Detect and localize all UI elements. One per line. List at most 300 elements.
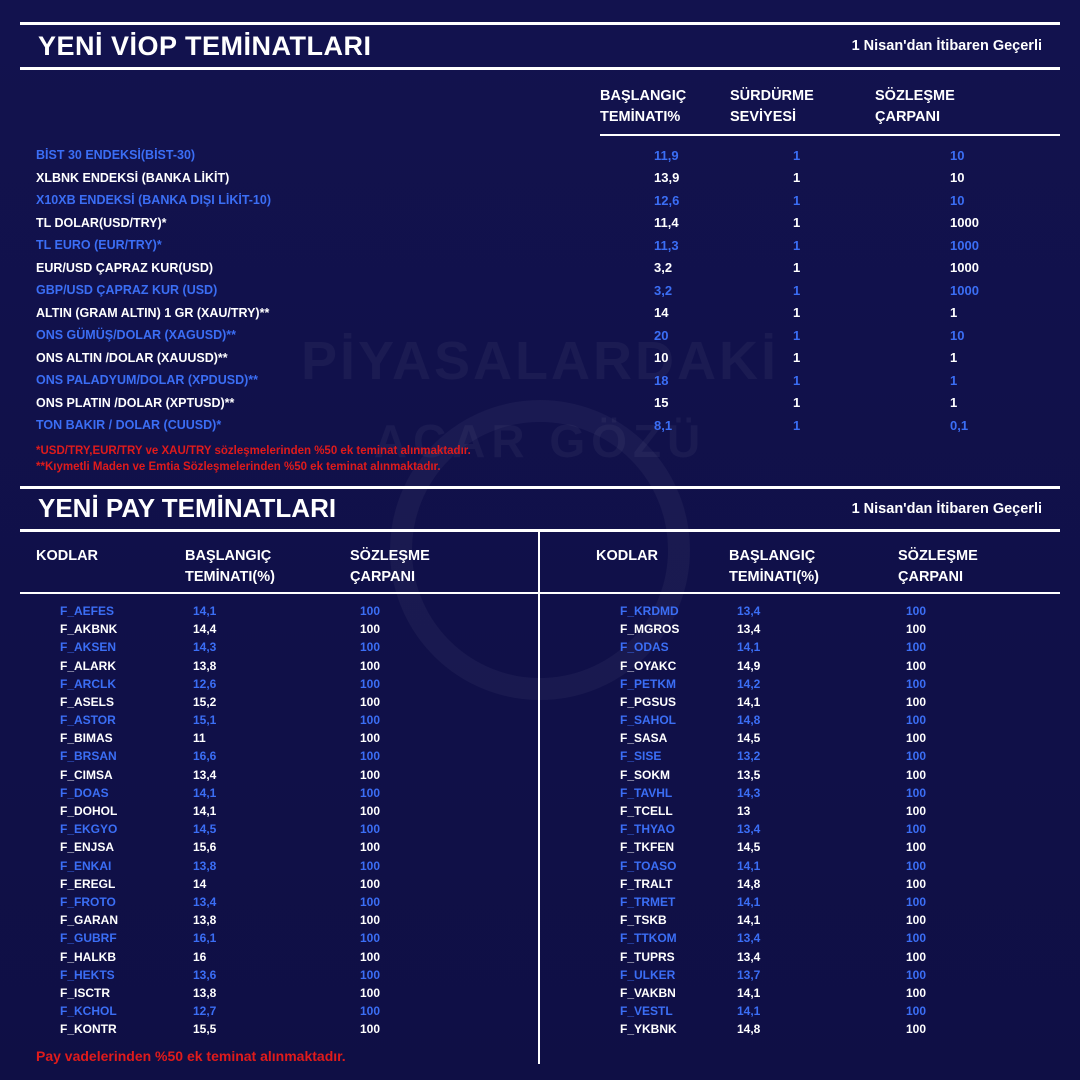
pay-left-col-multiplier (350, 546, 500, 588)
pay-contract-multiplier: 100 (906, 658, 927, 673)
viop-contract-multiplier: 10 (950, 192, 965, 208)
viop-contract-multiplier: 1 (950, 305, 958, 321)
pay-contract-multiplier: 100 (906, 985, 927, 1000)
viop-contract-multiplier: 1000 (950, 260, 979, 276)
table-row (20, 747, 538, 765)
pay-contract-multiplier: 100 (906, 967, 927, 982)
table-row (540, 602, 1060, 620)
pay-contract-multiplier: 100 (906, 676, 927, 691)
table-row (20, 802, 538, 820)
table-row (20, 638, 538, 656)
pay-code: F_TSKB (620, 913, 667, 928)
pay-initial-margin: 13,4 (193, 767, 217, 782)
table-row (540, 857, 1060, 875)
pay-code: F_SOKM (620, 767, 671, 782)
pay-code: F_ALARK (60, 658, 116, 673)
viop-header-band (20, 22, 1060, 70)
viop-maintenance-level: 1 (793, 327, 801, 343)
table-row (20, 675, 538, 693)
viop-instrument-name: ONS ALTIN /DOLAR (XAUUSD)** (36, 350, 228, 365)
pay-table-left (20, 532, 540, 1065)
pay-contract-multiplier: 100 (360, 858, 381, 873)
table-row (540, 984, 1060, 1002)
viop-instrument-name: GBP/USD ÇAPRAZ KUR (USD) (36, 283, 218, 298)
pay-contract-multiplier: 100 (360, 804, 381, 819)
pay-contract-multiplier: 100 (906, 749, 927, 764)
viop-contract-multiplier: 1000 (950, 237, 979, 253)
viop-instrument-name: ONS GÜMÜŞ/DOLAR (XAGUSD)** (36, 328, 237, 343)
table-row (540, 893, 1060, 911)
pay-header-band (20, 486, 1060, 532)
viop-instrument-name: ALTIN (GRAM ALTIN) 1 GR (XAU/TRY)** (36, 305, 270, 320)
pay-contract-multiplier: 100 (360, 713, 381, 728)
viop-maintenance-level: 1 (793, 395, 801, 411)
pay-code: F_TTKOM (620, 931, 677, 946)
viop-col-multiplier (875, 86, 1035, 128)
pay-initial-margin: 14,1 (737, 985, 761, 1000)
table-row (540, 1020, 1060, 1038)
table-row (540, 638, 1060, 656)
viop-title: YENİ VİOP TEMİNATLARI (38, 30, 372, 61)
pay-initial-margin: 12,7 (193, 1004, 217, 1019)
viop-col-multiplier-line2: ÇARPANI (875, 109, 940, 126)
viop-effective-note: 1 Nisan'dan İtibaren Geçerli (851, 38, 1042, 54)
pay-contract-multiplier: 100 (906, 1004, 927, 1019)
pay-code: F_TRALT (620, 876, 673, 891)
pay-contract-multiplier: 100 (906, 640, 927, 655)
pay-contract-multiplier: 100 (360, 1004, 381, 1019)
pay-initial-margin: 13,8 (193, 658, 217, 673)
pay-contract-multiplier: 100 (906, 1022, 927, 1037)
pay-initial-margin: 13,4 (737, 931, 761, 946)
pay-contract-multiplier: 100 (360, 694, 381, 709)
table-row (20, 602, 538, 620)
viop-footnote: *USD/TRY,EUR/TRY ve XAU/TRY sözleşmelerinden %50 ek teminat alınmaktadır. (36, 444, 471, 457)
viop-initial-margin: 15 (654, 395, 669, 411)
table-row (20, 279, 1060, 302)
pay-contract-multiplier: 100 (360, 622, 381, 637)
table-row (20, 784, 538, 802)
pay-right-row-list (540, 594, 1060, 1039)
table-row (20, 729, 538, 747)
table-row (20, 857, 538, 875)
pay-contract-multiplier: 100 (906, 785, 927, 800)
pay-initial-margin: 14,8 (737, 713, 761, 728)
pay-code: F_ENJSA (60, 840, 115, 855)
pay-contract-multiplier: 100 (360, 985, 381, 1000)
table-row (540, 747, 1060, 765)
pay-contract-multiplier: 100 (360, 876, 381, 891)
table-row (540, 675, 1060, 693)
table-row (20, 167, 1060, 190)
pay-tables (20, 532, 1060, 1065)
table-row (540, 911, 1060, 929)
pay-initial-margin: 14,1 (193, 785, 217, 800)
pay-initial-margin: 13,2 (737, 749, 761, 764)
viop-instrument-name: ONS PLATIN /DOLAR (XPTUSD)** (36, 395, 235, 410)
viop-maintenance-level: 1 (793, 350, 801, 366)
viop-initial-margin: 3,2 (654, 282, 673, 298)
pay-contract-multiplier: 100 (360, 1022, 381, 1037)
pay-initial-margin: 14,3 (193, 640, 217, 655)
viop-table (20, 86, 1060, 476)
pay-contract-multiplier: 100 (906, 949, 927, 964)
pay-code: F_ULKER (620, 967, 676, 982)
viop-initial-margin: 8,1 (654, 417, 673, 433)
viop-contract-multiplier: 1000 (950, 215, 979, 231)
table-row (540, 875, 1060, 893)
table-row (540, 838, 1060, 856)
pay-right-col-multiplier-line1: SÖZLEŞME (898, 547, 978, 564)
table-row (20, 189, 1060, 212)
pay-code: F_AKSEN (60, 640, 117, 655)
viop-contract-multiplier: 1000 (950, 282, 979, 298)
pay-code: F_GUBRF (60, 931, 117, 946)
pay-initial-margin: 13,4 (737, 622, 761, 637)
viop-contract-multiplier: 1 (950, 350, 958, 366)
viop-col-maintenance-line1: SÜRDÜRME (730, 88, 814, 104)
viop-initial-margin: 14 (654, 305, 669, 321)
pay-initial-margin: 14,8 (737, 876, 761, 891)
pay-contract-multiplier: 100 (360, 931, 381, 946)
pay-right-col-margin-line2: TEMİNATI(%) (729, 568, 819, 585)
table-row (540, 693, 1060, 711)
pay-initial-margin: 14,4 (193, 622, 217, 637)
table-row (20, 820, 538, 838)
table-row (20, 893, 538, 911)
pay-contract-multiplier: 100 (906, 931, 927, 946)
table-row (540, 802, 1060, 820)
pay-code: F_AKBNK (60, 622, 118, 637)
viop-col-maintenance-line2: SEVİYESİ (730, 109, 797, 126)
pay-contract-multiplier: 100 (906, 694, 927, 709)
pay-initial-margin: 14,5 (193, 822, 217, 837)
viop-maintenance-level: 1 (793, 170, 801, 186)
pay-contract-multiplier: 100 (360, 640, 381, 655)
viop-row-list (20, 144, 1060, 437)
viop-initial-margin: 3,2 (654, 260, 673, 276)
viop-maintenance-level: 1 (793, 372, 801, 388)
pay-code: F_HALKB (60, 949, 116, 964)
pay-code: F_KRDMD (620, 603, 679, 618)
viop-col-maintenance (730, 86, 875, 128)
pay-right-header (540, 532, 1060, 594)
viop-initial-margin: 11,9 (654, 147, 679, 163)
table-row (20, 620, 538, 638)
pay-code: F_ARCLK (60, 676, 116, 691)
pay-initial-margin: 13,8 (193, 913, 217, 928)
pay-code: F_THYAO (620, 822, 675, 837)
table-row (540, 1002, 1060, 1020)
pay-contract-multiplier: 100 (906, 767, 927, 782)
table-row (540, 766, 1060, 784)
table-row (20, 947, 538, 965)
table-row (540, 929, 1060, 947)
viop-initial-margin: 18 (654, 372, 669, 388)
pay-initial-margin: 14,3 (737, 785, 761, 800)
pay-initial-margin: 13 (737, 804, 751, 819)
pay-code: F_KCHOL (60, 1004, 117, 1019)
pay-code: F_BIMAS (60, 731, 113, 746)
pay-initial-margin: 11 (193, 731, 206, 746)
pay-left-header (20, 532, 538, 594)
pay-code: F_TUPRS (620, 949, 675, 964)
pay-initial-margin: 13,8 (193, 858, 217, 873)
table-row (20, 414, 1060, 437)
viop-initial-margin: 11,3 (654, 237, 679, 253)
pay-left-col-margin-line2: TEMİNATI(%) (185, 568, 275, 585)
pay-right-col-margin (705, 546, 870, 588)
pay-initial-margin: 14,9 (737, 658, 761, 673)
pay-code: F_FROTO (60, 894, 116, 909)
pay-initial-margin: 14,1 (737, 894, 761, 909)
pay-left-col-margin (185, 546, 350, 588)
table-row (20, 1002, 538, 1020)
table-row (20, 257, 1060, 280)
table-row (540, 966, 1060, 984)
pay-code: F_KONTR (60, 1022, 117, 1037)
viop-instrument-name: BİST 30 ENDEKSİ(BİST-30) (36, 148, 196, 163)
viop-initial-margin: 11,4 (654, 215, 679, 231)
pay-initial-margin: 14,1 (193, 804, 217, 819)
pay-code: F_VAKBN (620, 985, 676, 1000)
pay-code: F_TAVHL (620, 785, 673, 800)
table-row (540, 784, 1060, 802)
pay-contract-multiplier: 100 (360, 767, 381, 782)
viop-instrument-name: EUR/USD ÇAPRAZ KUR(USD) (36, 260, 214, 275)
pay-code: F_PETKM (620, 676, 677, 691)
pay-contract-multiplier: 100 (360, 822, 381, 837)
viop-col-margin (600, 86, 730, 128)
table-row (20, 711, 538, 729)
pay-initial-margin: 14,1 (737, 1004, 761, 1019)
viop-col-margin-line2: TEMİNATI% (600, 109, 681, 126)
table-row (20, 966, 538, 984)
table-row (20, 1020, 538, 1038)
pay-code: F_AEFES (60, 603, 115, 618)
pay-initial-margin: 13,4 (737, 822, 761, 837)
pay-code: F_TCELL (620, 804, 673, 819)
pay-footnote: Pay vadelerinden %50 ek teminat alınmaktadır. (36, 1048, 346, 1065)
pay-contract-multiplier: 100 (360, 967, 381, 982)
pay-code: F_DOAS (60, 785, 109, 800)
viop-instrument-name: ONS PALADYUM/DOLAR (XPDUSD)** (36, 373, 258, 388)
table-row (20, 324, 1060, 347)
pay-code: F_SASA (620, 731, 668, 746)
pay-code: F_CIMSA (60, 767, 113, 782)
pay-code: F_YKBNK (620, 1022, 677, 1037)
viop-contract-multiplier: 1 (950, 372, 958, 388)
table-row (20, 911, 538, 929)
pay-initial-margin: 14,5 (737, 840, 761, 855)
viop-instrument-name: TON BAKIR / DOLAR (CUUSD)* (36, 418, 222, 433)
pay-left-col-margin-line1: BAŞLANGIÇ (185, 547, 272, 564)
pay-initial-margin: 12,6 (193, 676, 217, 691)
pay-right-col-codes: KODLAR (596, 547, 659, 564)
pay-initial-margin: 16,1 (193, 931, 217, 946)
pay-left-col-multiplier-line1: SÖZLEŞME (350, 547, 430, 564)
pay-initial-margin: 14,1 (737, 913, 761, 928)
pay-contract-multiplier: 100 (360, 658, 381, 673)
pay-initial-margin: 13,5 (737, 767, 761, 782)
table-row (20, 347, 1060, 370)
pay-contract-multiplier: 100 (360, 785, 381, 800)
pay-code: F_TKFEN (620, 840, 674, 855)
viop-initial-margin: 13,9 (654, 170, 680, 186)
pay-initial-margin: 16,6 (193, 749, 217, 764)
pay-code: F_SISE (620, 749, 662, 764)
pay-initial-margin: 14,1 (737, 640, 761, 655)
pay-initial-margin: 14,5 (737, 731, 761, 746)
pay-contract-multiplier: 100 (360, 676, 381, 691)
pay-contract-multiplier: 100 (906, 822, 927, 837)
viop-instrument-name: TL DOLAR(USD/TRY)* (36, 215, 167, 230)
pay-code: F_BRSAN (60, 749, 117, 764)
pay-initial-margin: 13,8 (193, 985, 217, 1000)
pay-contract-multiplier: 100 (906, 894, 927, 909)
viop-instrument-name: X10XB ENDEKSİ (BANKA DIŞI LİKİT-10) (36, 193, 271, 208)
pay-code: F_ODAS (620, 640, 669, 655)
pay-initial-margin: 14,1 (737, 694, 761, 709)
viop-initial-margin: 20 (654, 327, 669, 343)
pay-contract-multiplier: 100 (906, 858, 927, 873)
table-row (540, 620, 1060, 638)
viop-maintenance-level: 1 (793, 282, 801, 298)
pay-code: F_MGROS (620, 622, 680, 637)
pay-contract-multiplier: 100 (906, 622, 927, 637)
pay-title: YENİ PAY TEMİNATLARI (38, 493, 337, 524)
viop-col-margin-line1: BAŞLANGIÇ (600, 88, 687, 104)
table-row (540, 729, 1060, 747)
pay-effective-note: 1 Nisan'dan İtibaren Geçerli (851, 500, 1042, 517)
table-row (20, 875, 538, 893)
table-row (20, 302, 1060, 325)
pay-code: F_HEKTS (60, 967, 115, 982)
viop-footnote: **Kıymetli Maden ve Emtia Sözleşmelerinden %50 ek teminat alınmaktadır. (36, 461, 441, 474)
pay-contract-multiplier: 100 (906, 840, 927, 855)
viop-instrument-name: XLBNK ENDEKSİ (BANKA LİKİT) (36, 170, 230, 185)
table-row (20, 144, 1060, 167)
pay-initial-margin: 13,4 (193, 894, 217, 909)
pay-initial-margin: 14,8 (737, 1022, 761, 1037)
table-row (540, 656, 1060, 674)
pay-contract-multiplier: 100 (360, 840, 381, 855)
viop-maintenance-level: 1 (793, 305, 801, 321)
viop-maintenance-level: 1 (793, 417, 801, 433)
table-row (20, 392, 1060, 415)
viop-initial-margin: 12,6 (654, 192, 680, 208)
table-row (20, 929, 538, 947)
pay-code: F_GARAN (60, 913, 119, 928)
table-row (540, 947, 1060, 965)
pay-code: F_EREGL (60, 876, 116, 891)
pay-contract-multiplier: 100 (360, 913, 381, 928)
pay-initial-margin: 13,7 (737, 967, 761, 982)
viop-col-multiplier-line1: SÖZLEŞME (875, 88, 955, 104)
pay-right-col-multiplier-line2: ÇARPANI (898, 568, 963, 585)
pay-code: F_ASTOR (60, 713, 116, 728)
pay-contract-multiplier: 100 (360, 949, 381, 964)
table-row (20, 212, 1060, 235)
pay-contract-multiplier: 100 (906, 804, 927, 819)
pay-initial-margin: 15,2 (193, 694, 217, 709)
pay-contract-multiplier: 100 (906, 603, 927, 618)
pay-code: F_OYAKC (620, 658, 677, 673)
viop-maintenance-level: 1 (793, 215, 801, 231)
viop-contract-multiplier: 10 (950, 170, 965, 186)
pay-left-col-codes: KODLAR (36, 547, 99, 564)
pay-contract-multiplier: 100 (906, 731, 927, 746)
table-row (20, 656, 538, 674)
viop-contract-multiplier: 1 (950, 395, 958, 411)
pay-initial-margin: 13,4 (737, 603, 761, 618)
viop-initial-margin: 10 (654, 350, 669, 366)
viop-table-header (600, 86, 1060, 136)
table-row (20, 369, 1060, 392)
pay-initial-margin: 14,2 (737, 676, 761, 691)
pay-table-right (540, 532, 1060, 1065)
viop-maintenance-level: 1 (793, 147, 801, 163)
viop-contract-multiplier: 10 (950, 147, 965, 163)
pay-right-col-margin-line1: BAŞLANGIÇ (729, 547, 816, 564)
pay-code: F_TOASO (620, 858, 677, 873)
pay-initial-margin: 16 (193, 949, 207, 964)
table-row (540, 820, 1060, 838)
pay-code: F_PGSUS (620, 694, 677, 709)
pay-contract-multiplier: 100 (360, 731, 381, 746)
pay-contract-multiplier: 100 (360, 749, 381, 764)
pay-code: F_VESTL (620, 1004, 673, 1019)
pay-code: F_EKGYO (60, 822, 118, 837)
viop-contract-multiplier: 0,1 (950, 417, 969, 433)
table-row (20, 766, 538, 784)
viop-contract-multiplier: 10 (950, 327, 965, 343)
table-row (20, 838, 538, 856)
viop-maintenance-level: 1 (793, 192, 801, 208)
pay-contract-multiplier: 100 (906, 913, 927, 928)
table-row (540, 711, 1060, 729)
viop-maintenance-level: 1 (793, 237, 801, 253)
pay-contract-multiplier: 100 (906, 876, 927, 891)
pay-initial-margin: 15,1 (193, 713, 217, 728)
pay-initial-margin: 15,6 (193, 840, 217, 855)
viop-instrument-name: TL EURO (EUR/TRY)* (36, 238, 162, 253)
pay-contract-multiplier: 100 (360, 894, 381, 909)
viop-footnotes (20, 443, 1060, 476)
pay-contract-multiplier: 100 (906, 713, 927, 728)
pay-contract-multiplier: 100 (360, 603, 381, 618)
pay-initial-margin: 13,4 (737, 949, 761, 964)
pay-code: F_TRMET (620, 894, 676, 909)
pay-initial-margin: 13,6 (193, 967, 217, 982)
viop-maintenance-level: 1 (793, 260, 801, 276)
pay-right-col-multiplier (870, 546, 1020, 588)
pay-code: F_ASELS (60, 694, 115, 709)
pay-initial-margin: 15,5 (193, 1022, 217, 1037)
pay-initial-margin: 14,1 (193, 603, 217, 618)
pay-code: F_ENKAI (60, 858, 112, 873)
pay-code: F_ISCTR (60, 985, 111, 1000)
pay-code: F_DOHOL (60, 804, 118, 819)
pay-left-row-list (20, 594, 538, 1039)
pay-code: F_SAHOL (620, 713, 677, 728)
pay-initial-margin: 14 (193, 876, 207, 891)
table-row (20, 234, 1060, 257)
pay-left-col-multiplier-line2: ÇARPANI (350, 568, 415, 585)
table-row (20, 693, 538, 711)
table-row (20, 984, 538, 1002)
pay-initial-margin: 14,1 (737, 858, 761, 873)
